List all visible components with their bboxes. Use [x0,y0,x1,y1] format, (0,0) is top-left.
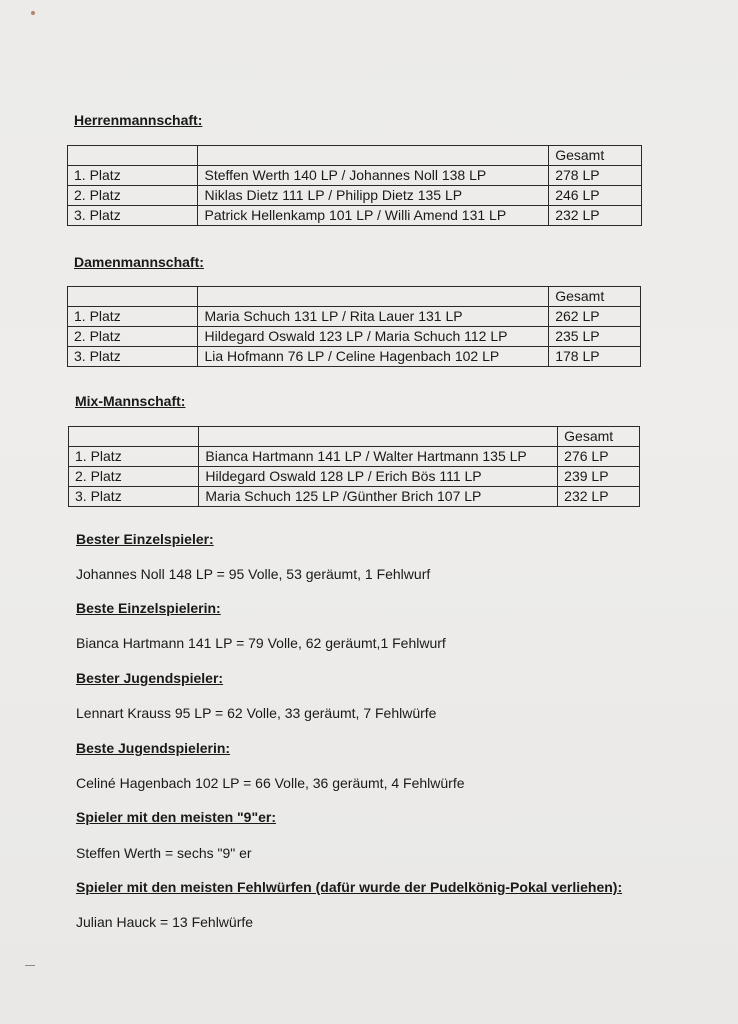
table-row [69,487,640,507]
players-cell: Hildegard Oswald 123 LP / Maria Schuch 112 LP [198,327,549,347]
table-header-row [69,427,640,447]
players-cell: Maria Schuch 131 LP / Rita Lauer 131 LP [198,307,549,327]
award-text-most-misses: Julian Hauck = 13 Fehlwürfe [76,914,254,930]
total-cell: 262 LP [549,307,641,327]
award-title-best-male-single: Bester Einzelspieler: [76,531,214,547]
rank-cell: 1. Platz [68,166,198,186]
section-title-damen: Damenmannschaft: [74,254,204,270]
total-cell: 178 LP [549,347,641,367]
players-cell: Steffen Werth 140 LP / Johannes Noll 138 LP [198,166,549,186]
table-row [68,327,641,347]
players-cell: Lia Hofmann 76 LP / Celine Hagenbach 102 LP [198,347,549,367]
players-cell: Hildegard Oswald 128 LP / Erich Bös 111 LP [199,467,558,487]
table-row [69,447,640,467]
table-header-row [68,146,642,166]
rank-cell: 1. Platz [69,447,199,467]
header-cell-total: Gesamt [549,146,642,166]
rank-cell: 2. Platz [69,467,199,487]
rank-cell: 2. Platz [68,327,198,347]
award-title-best-female-single: Beste Einzelspielerin: [76,600,221,616]
header-cell-rank [68,146,198,166]
section-title-herren: Herrenmannschaft: [74,112,203,128]
paper-mark [25,965,35,966]
rank-cell: 3. Platz [68,206,198,226]
rank-cell: 2. Platz [68,186,198,206]
award-title-most-nines: Spieler mit den meisten "9"er: [76,809,277,825]
results-table-herren [67,145,642,226]
header-cell-rank [69,427,199,447]
total-cell: 235 LP [549,327,641,347]
award-text-most-nines: Steffen Werth = sechs "9" er [76,845,252,861]
total-cell: 278 LP [549,166,642,186]
players-cell: Patrick Hellenkamp 101 LP / Willi Amend 131 LP [198,206,549,226]
table-row [68,206,642,226]
results-table-mix [68,426,640,507]
players-cell: Maria Schuch 125 LP /Günther Brich 107 LP [199,487,558,507]
rank-cell: 3. Platz [69,487,199,507]
rank-cell: 1. Platz [68,307,198,327]
award-text-best-male-single: Johannes Noll 148 LP = 95 Volle, 53 geräumt, 1 Fehlwurf [76,566,431,582]
table-row [69,467,640,487]
header-cell-players [198,287,549,307]
award-text-best-female-youth: Celiné Hagenbach 102 LP = 66 Volle, 36 geräumt, 4 Fehlwürfe [76,775,465,791]
header-cell-total: Gesamt [549,287,641,307]
table-row [68,186,642,206]
header-cell-players [199,427,558,447]
award-title-most-misses: Spieler mit den meisten Fehlwürfen (dafür wurde der Pudelkönig-Pokal verliehen): [76,879,623,895]
table-row [68,307,641,327]
award-title-best-female-youth: Beste Jugendspielerin: [76,740,231,756]
total-cell: 232 LP [549,206,642,226]
total-cell: 232 LP [558,487,640,507]
total-cell: 246 LP [549,186,642,206]
award-text-best-female-single: Bianca Hartmann 141 LP = 79 Volle, 62 geräumt,1 Fehlwurf [76,635,446,651]
section-title-mix: Mix-Mannschaft: [75,393,186,409]
rank-cell: 3. Platz [68,347,198,367]
results-table-damen [67,286,641,367]
table-header-row [68,287,641,307]
paper-spot [31,11,35,15]
players-cell: Niklas Dietz 111 LP / Philipp Dietz 135 LP [198,186,549,206]
award-title-best-male-youth: Bester Jugendspieler: [76,670,224,686]
table-row [68,347,641,367]
header-cell-rank [68,287,198,307]
header-cell-players [198,146,549,166]
award-text-best-male-youth: Lennart Krauss 95 LP = 62 Volle, 33 geräumt, 7 Fehlwürfe [76,705,437,721]
total-cell: 239 LP [558,467,640,487]
total-cell: 276 LP [558,447,640,467]
header-cell-total: Gesamt [558,427,640,447]
table-row [68,166,642,186]
players-cell: Bianca Hartmann 141 LP / Walter Hartmann 135 LP [199,447,558,467]
